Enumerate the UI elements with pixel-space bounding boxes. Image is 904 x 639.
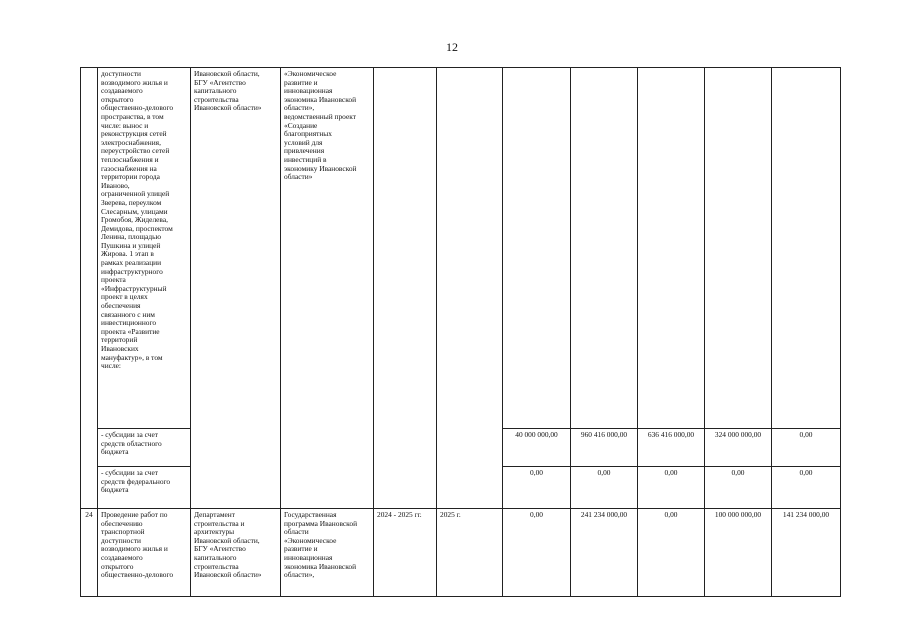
event-name-cell [98,509,191,597]
amount-cell: 636 416 000,00 [638,429,705,467]
period-cell: 2024 - 2025 гг. [374,509,437,597]
subsidy-label-federal: - субсидии за счет средств федерального бюджета [101,468,171,495]
amount-cell: 0,00 [638,509,705,597]
amount-cell: 40 000 000,00 [503,429,571,467]
executor-text: Ивановской области, БГУ «Агентство капитального строительства Ивановской области» [194,69,262,113]
table-row-24 [81,509,841,597]
amount-cell-empty [705,68,772,429]
amount-cell: 100 000 000,00 [705,509,772,597]
amount-cell-empty [503,68,571,429]
program-text: Государственная программа Ивановской области «Экономическое развитие и инновационная экономика Ивановской области», [284,510,358,580]
amount-cell: 241 234 000,00 [571,509,638,597]
subsidy-label-cell [98,467,191,509]
amount-cell: 0,00 [772,467,841,509]
event-name-text: доступности возводимого жилья и создаваемого открытого общественно-делового пространства, в том числе: вынос и реконструкция сетей электроснабжения, переустройство сетей теплоснабжения и газоснабжения на территории города Иваново, ограниченной улицей Зверева, переулком Слесарным, улицами Громобоя, Жиделева, Демидова, проспектом Ленина, площадью Пушкина и улицей Жирова. 1 этап в рамках реализации инфраструктурного проекта «Инфраструктурный проект в целях обеспечения связанного с ним инвестиционного проекта «Развитие территорий Ивановских мануфактур», в том числе: [101,69,174,371]
amount-cell: 960 416 000,00 [571,429,638,467]
amount-cell: 141 234 000,00 [772,509,841,597]
program-cell [281,509,374,597]
executor-cell [191,68,281,509]
event-name-text: Проведение работ по обеспечению транспортной доступности возводимого жилья и создаваемого открытого общественно-делового [101,510,174,580]
amount-cell: 0,00 [638,467,705,509]
funding-table [80,67,841,597]
row-index-cell: 24 [81,509,98,597]
year-cell-empty [437,68,503,509]
amount-cell-empty [772,68,841,429]
amount-cell: 324 000 000,00 [705,429,772,467]
amount-cell: 0,00 [571,467,638,509]
amount-cell-empty [638,68,705,429]
period-cell-empty [374,68,437,509]
event-name-cell [98,68,191,429]
executor-cell [191,509,281,597]
index-cell-empty [81,68,98,509]
amount-cell: 0,00 [772,429,841,467]
executor-text: Департамент строительства и архитектуры Ивановской области, БГУ «Агентство капитального строительства Ивановской области» [194,510,262,580]
amount-cell: 0,00 [705,467,772,509]
program-cell [281,68,374,509]
amount-cell: 0,00 [503,509,571,597]
year-cell: 2025 г. [437,509,503,597]
table-row-continued-main [81,68,841,429]
amount-cell: 0,00 [503,467,571,509]
page-number: 12 [446,40,458,54]
subsidy-label-regional: - субсидии за счет средств областного бюджета [101,430,162,457]
amount-cell-empty [571,68,638,429]
program-text: «Экономическое развитие и инновационная экономика Ивановской области», ведомственный проект «Создание благоприятных условий для привлечения инвестиций в экономику Ивановской области» [284,69,357,182]
subsidy-label-cell [98,429,191,467]
